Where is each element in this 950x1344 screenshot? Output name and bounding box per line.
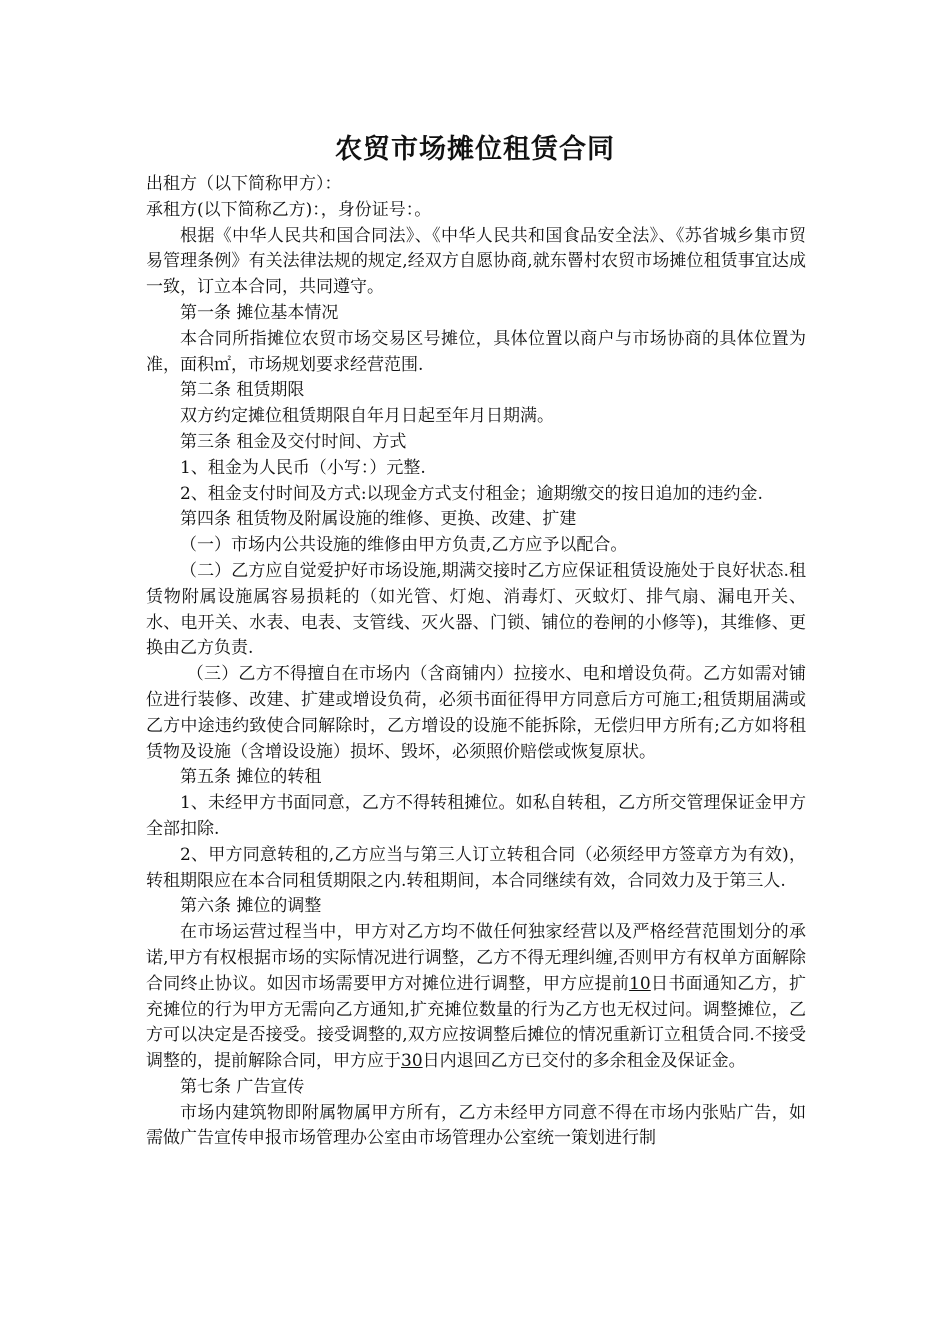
article-3-item-2: 2、租金支付时间及方式:以现金方式支付租金；逾期缴交的按日追加的违约金.	[180, 483, 763, 504]
article-3-item-1: 1、租金为人民币（小写：）元整.	[180, 457, 426, 478]
article-4-heading: 第四条 租赁物及附属设施的维修、更换、改建、扩建	[180, 509, 577, 530]
article-3-heading: 第三条 租金及交付时间、方式	[180, 431, 407, 452]
article-7-paragraph: 市场内建筑物即附属物属甲方所有，乙方未经甲方同意不得在市场内张贴广告，如需做广告宣传申报市场管理办公室由市场管理办公室统一策划进行制	[146, 1102, 806, 1149]
document-body	[146, 172, 806, 1152]
article-1-heading: 第一条 摊位基本情况	[180, 302, 339, 323]
refund-days-value: 30	[401, 1051, 423, 1072]
article-6-text-before: 在市场运营过程当中，甲方对乙方均不做任何独家经营以及严格经营范围划分的承诺,甲方有权根据市场的实际情况进行调整，乙方不得无理纠缠,否则甲方有权单方面解除合同终止协议。如因市场需要甲方对摊位进行调整，甲方应提前	[146, 922, 806, 994]
article-6-paragraph	[146, 920, 806, 1075]
article-5-item-2: 2、甲方同意转租的,乙方应当与第三人订立转租合同（必须经甲方签章方为有效)，转租期限应在本合同租赁期限之内.转租期间，本合同继续有效，合同效力及于第三人.	[146, 844, 806, 891]
article-2-heading: 第二条 租赁期限	[180, 380, 305, 401]
article-6-heading: 第六条 摊位的调整	[180, 896, 322, 917]
article-5-heading: 第五条 摊位的转租	[180, 767, 322, 788]
article-4-item-3: （三）乙方不得擅自在市场内（含商铺内）拉接水、电和增设负荷。乙方如需对铺位进行装修、改建、扩建或增设负荷，必须书面征得甲方同意后方可施工;租赁期届满或乙方中途违约致使合同解除时，乙方增设的设施不能拆除，无偿归甲方所有;乙方如将租赁物及设施（含增设设施）损坏、毁坏，必须照价赔偿或恢复原状。	[146, 664, 806, 762]
lessor-line: 出租方（以下简称甲方）：	[146, 174, 342, 194]
article-4-item-1: （一）市场内公共设施的维修由甲方负责,乙方应予以配合。	[180, 535, 628, 556]
article-1-paragraph: 本合同所指摊位农贸市场交易区号摊位，具体位置以商户与市场协商的具体位置为准，面积㎡，市场规划要求经营范围.	[146, 328, 806, 375]
article-7-heading: 第七条 广告宣传	[180, 1076, 305, 1097]
lessee-line: 承租方(以下简称乙方)：，身份证号：。	[146, 199, 432, 220]
article-6-text-after: 日内退回乙方已交付的多余租金及保证金。	[422, 1051, 746, 1072]
notice-days-value: 10	[629, 973, 651, 994]
document-title: 农贸市场摊位租赁合同	[335, 134, 615, 165]
preamble-paragraph: 根据《中华人民共和国合同法》、《中华人民共和国食品安全法》、《苏省城乡集市贸易管理条例》有关法律法规的规定,经双方自愿协商,就东罾村农贸市场摊位租赁事宜达成一致，订立本合同，共同遵守。	[146, 225, 806, 298]
article-5-item-1: 1、未经甲方书面同意，乙方不得转租摊位。如私自转租，乙方所交管理保证金甲方全部扣除.	[146, 793, 806, 839]
article-6-text-middle: 日书面通知乙方，扩充摊位的行为甲方无需向乙方通知,扩充摊位数量的行为乙方也无权过问。调整摊位，乙方可以决定是否接受。接受调整的,双方应按调整后摊位的情况重新订立租赁合同.不接受调整的，提前解除合同，甲方应于	[146, 973, 807, 1072]
article-2-paragraph: 双方约定摊位租赁期限自年月日起至年月日期满。	[180, 406, 554, 427]
article-4-item-2: （二）乙方应自觉爱护好市场设施,期满交接时乙方应保证租赁设施处于良好状态.租赁物附属设施属容易损耗的（如光管、灯炮、消毒灯、灭蚊灯、排气扇、漏电开关、水、电开关、水表、电表、支管线、灭火器、门锁、铺位的卷闸的小修等)，其维修、更换由乙方负责.	[146, 560, 806, 659]
